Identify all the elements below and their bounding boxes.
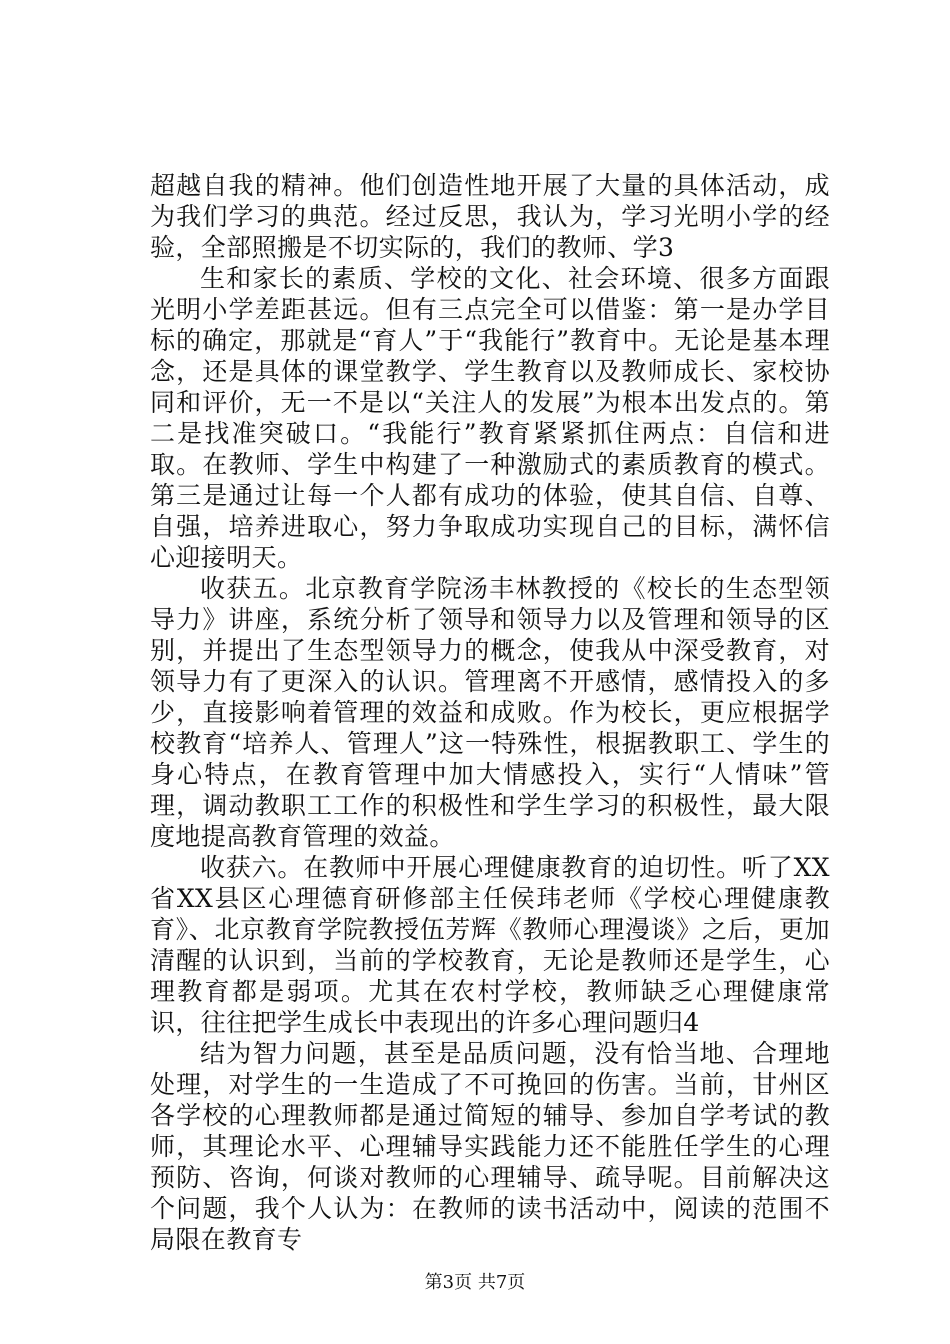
paragraph-psychology-problems: 结为智力问题，甚至是品质问题，没有恰当地、合理地处理，对学生的一生造成了不可挽回的伤害。当前，甘州区各学校的心理教师都是通过简短的辅导、参加自学考试的教师，其理论水平、心理辅导实践能力还不能胜任学生的心理预防、咨询，何谈对教师的心理辅导、疏导呢。目前解决这个问题，我个人认为：在教师的读书活动中，阅读的范围不局限在教育专 — [150, 1039, 830, 1254]
paragraph-guangming-lessons: 生和家长的素质、学校的文化、社会环境、很多方面跟光明小学差距甚远。但有三点完全可以借鉴：第一是办学目标的确定，那就是“育人”于“我能行”教育中。无论是基本理念，还是具体的课堂教学、学生教育以及教师成长、家校协同和评价，无一不是以“关注人的发展”为根本出发点的。第二是找准突破口。“我能行”教育紧紧抓住两点：自信和进取。在教师、学生中构建了一种激励式的素质教育的模式。第三是通过让每一个人都有成功的体验，使其自信、自尊、自强，培养进取心，努力争取成功实现自己的目标，满怀信心迎接明天。 — [150, 264, 830, 572]
document-body — [150, 170, 830, 1255]
page-footer: 第3页 共7页 — [424, 1272, 526, 1293]
paragraph-gain-five: 收获五。北京教育学院汤丰林教授的《校长的生态型领导力》讲座，系统分析了领导和领导力以及管理和领导的区别，并提出了生态型领导力的概念，使我从中深受教育，对领导力有了更深入的认识。管理离不开感情，感情投入的多少，直接影响着管理的效益和成败。作为校长，更应根据学校教育“培养人、管理人”这一特殊性，根据教职工、学生的身心特点，在教育管理中加大情感投入，实行“人情味”管理，调动教职工工作的积极性和学生学习的积极性，最大限度地提高教育管理的效益。 — [150, 574, 830, 851]
paragraph-continuation: 超越自我的精神。他们创造性地开展了大量的具体活动，成为我们学习的典范。经过反思，我认为，学习光明小学的经验，全部照搬是不切实际的，我们的教师、学3 — [150, 171, 830, 262]
paragraph-gain-six: 收获六。在教师中开展心理健康教育的迫切性。听了XX省XX县区心理德育研修部主任侯玮老师《学校心理健康教育》、北京教育学院教授伍芳辉《教师心理漫谈》之后，更加清醒的认识到，当前的学校教育，无论是教师还是学生，心理教育都是弱项。尤其在农村学校，教师缺乏心理健康常识，往往把学生成长中表现出的许多心理问题归4 — [150, 853, 830, 1037]
